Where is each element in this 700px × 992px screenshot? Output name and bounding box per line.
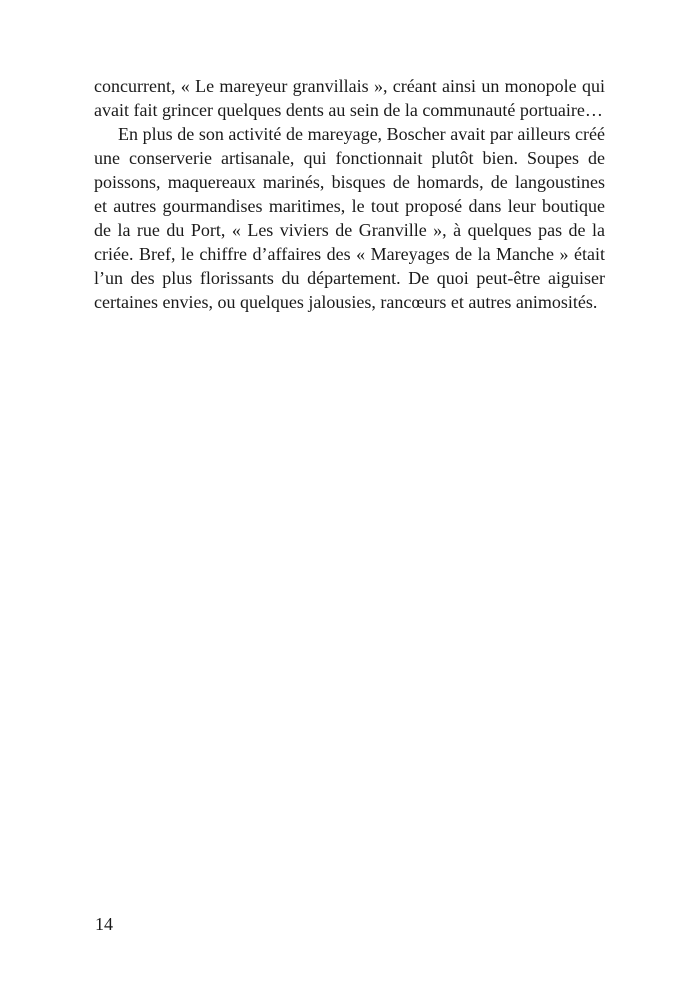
paragraph-2-line-2: une conserverie artisanale, qui fonctionnait plutôt bien. Soupes de (94, 148, 605, 168)
paragraph-2-line-6: criée. Bref, le chiffre d’affaires des « Mareyages de la Manche » était (94, 244, 605, 264)
paragraph-2-line-5: de la rue du Port, « Les viviers de Granville », à quelques pas de la (94, 220, 605, 240)
page-number: 14 (95, 914, 113, 934)
paragraph-1-line-1: concurrent, « Le mareyeur granvillais », créant ainsi un monopole qui (94, 76, 605, 96)
body-text (94, 74, 605, 314)
paragraph-2-line-7: l’un des plus florissants du département. De quoi peut-être aiguiser (94, 268, 605, 288)
paragraph-1-line-2: avait fait grincer quelques dents au sein de la communauté portuaire… (94, 100, 603, 120)
paragraph-2-line-3: poissons, maquereaux marinés, bisques de homards, de langoustines (94, 172, 605, 192)
paragraph-2-line-1: En plus de son activité de mareyage, Boscher avait par ailleurs créé (118, 124, 605, 144)
paragraph-2-line-8: certaines envies, ou quelques jalousies, rancœurs et autres animosités. (94, 292, 598, 312)
paragraph-2-line-4: et autres gourmandises maritimes, le tout proposé dans leur boutique (94, 196, 605, 216)
